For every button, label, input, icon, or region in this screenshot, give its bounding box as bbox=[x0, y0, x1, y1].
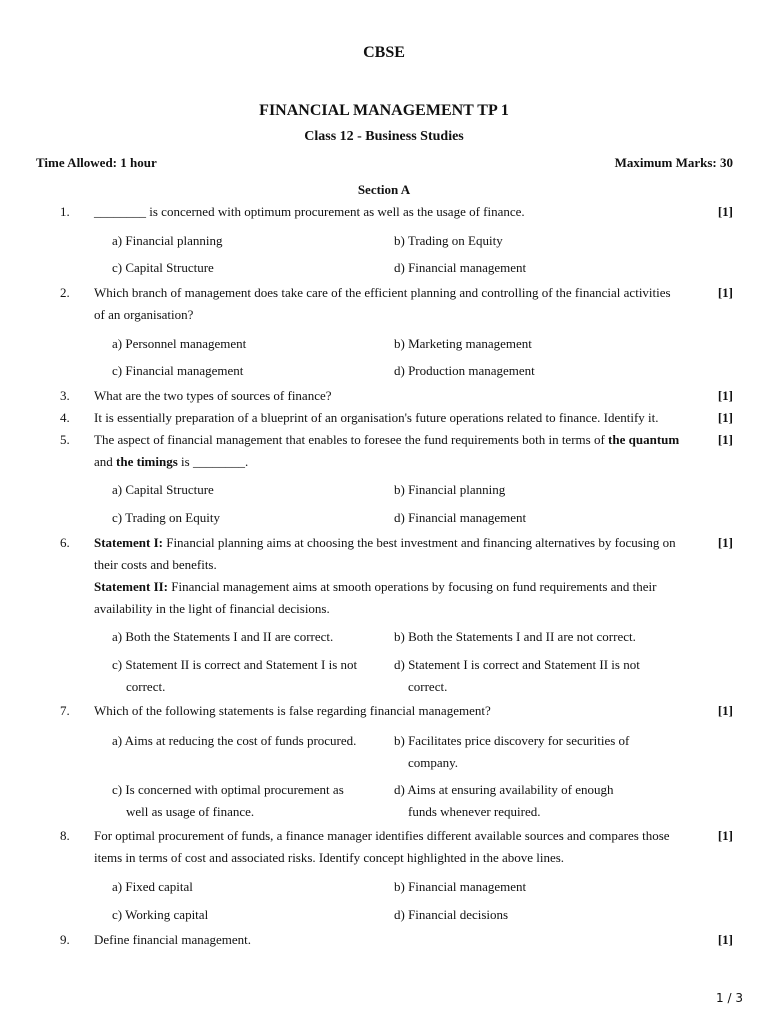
option-b[interactable]: b) Financial planning bbox=[394, 482, 506, 497]
question-text: Define financial management. bbox=[94, 932, 252, 947]
statement-label: Statement II: bbox=[94, 579, 169, 594]
emphasis: the quantum bbox=[608, 432, 680, 447]
question-text: What are the two types of sources of finance? bbox=[94, 388, 332, 403]
option-a[interactable]: a) Capital Structure bbox=[112, 482, 214, 497]
option-c[interactable] bbox=[112, 779, 382, 823]
statement-label: Statement I: bbox=[94, 535, 163, 550]
option-c[interactable]: c) Trading on Equity bbox=[112, 510, 220, 525]
statement-text: Financial management aims at smooth operations by focusing on fund requirements and their bbox=[168, 579, 657, 594]
question-number: 9. bbox=[60, 932, 70, 947]
option-c[interactable]: c) Capital Structure bbox=[112, 260, 214, 275]
option-d[interactable]: d) Financial decisions bbox=[394, 907, 509, 922]
option-text: d) Statement I is correct and Statement II is not bbox=[394, 657, 640, 672]
section-heading: Section A bbox=[357, 182, 411, 197]
option-d[interactable]: d) Financial management bbox=[394, 260, 527, 275]
question-marks: [1] bbox=[717, 703, 733, 718]
question-number: 8. bbox=[60, 828, 70, 843]
question-text: ________ is concerned with optimum procurement as well as the usage of finance. bbox=[94, 204, 525, 219]
option-a[interactable]: a) Both the Statements I and II are correct. bbox=[112, 629, 334, 644]
option-c[interactable]: c) Working capital bbox=[112, 907, 209, 922]
question-text bbox=[94, 532, 706, 620]
option-d[interactable] bbox=[394, 779, 664, 823]
question-number: 6. bbox=[60, 535, 70, 550]
option-text: c) Statement II is correct and Statement I is not bbox=[112, 657, 358, 672]
time-allowed: Time Allowed: 1 hour bbox=[36, 155, 157, 170]
option-text: b) Facilitates price discovery for securities of bbox=[394, 733, 630, 748]
option-c[interactable]: c) Financial management bbox=[112, 363, 244, 378]
question-text bbox=[94, 825, 706, 869]
question-text: Which of the following statements is false regarding financial management? bbox=[94, 703, 491, 718]
emphasis: the timings bbox=[116, 454, 178, 469]
paper-subtitle: Class 12 - Business Studies bbox=[304, 129, 464, 144]
question-marks: [1] bbox=[717, 828, 733, 843]
question-text-part: is ________. bbox=[177, 454, 249, 469]
option-c[interactable] bbox=[112, 654, 382, 698]
question-text-part: The aspect of financial management that enables to foresee the fund requirements both in terms of bbox=[94, 432, 609, 447]
option-b[interactable]: b) Both the Statements I and II are not correct. bbox=[394, 629, 636, 644]
statement-text: their costs and benefits. bbox=[94, 557, 217, 572]
question-number: 4. bbox=[60, 410, 70, 425]
question-marks: [1] bbox=[717, 535, 733, 550]
question-number: 7. bbox=[60, 703, 70, 718]
option-d[interactable]: d) Financial management bbox=[394, 510, 527, 525]
option-d[interactable] bbox=[394, 654, 664, 698]
statement-text: Financial planning aims at choosing the best investment and financing alternatives by focusing on bbox=[162, 535, 676, 550]
option-text: company. bbox=[408, 755, 459, 770]
option-a[interactable]: a) Personnel management bbox=[112, 336, 247, 351]
option-text: c) Is concerned with optimal procurement as bbox=[112, 782, 344, 797]
option-b[interactable]: b) Trading on Equity bbox=[394, 233, 503, 248]
question-number: 3. bbox=[60, 388, 70, 403]
question-text-part: and bbox=[94, 454, 117, 469]
option-text: d) Aims at ensuring availability of enough bbox=[394, 782, 614, 797]
board-name: CBSE bbox=[363, 44, 405, 61]
question-marks: [1] bbox=[717, 432, 733, 447]
question-number: 5. bbox=[60, 432, 70, 447]
option-text: correct. bbox=[126, 679, 166, 694]
question-text bbox=[94, 282, 706, 326]
option-a[interactable]: a) Financial planning bbox=[112, 233, 223, 248]
option-b[interactable] bbox=[394, 730, 664, 774]
option-text: funds whenever required. bbox=[408, 804, 541, 819]
question-marks: [1] bbox=[717, 410, 733, 425]
question-number: 2. bbox=[60, 285, 70, 300]
option-d[interactable]: d) Production management bbox=[394, 363, 535, 378]
question-marks: [1] bbox=[717, 932, 733, 947]
option-a[interactable]: a) Aims at reducing the cost of funds procured. bbox=[112, 733, 357, 748]
question-text-line: Which branch of management does take care of the efficient planning and controlling of the financial activities bbox=[94, 285, 671, 300]
question-marks: [1] bbox=[717, 388, 733, 403]
question-marks: [1] bbox=[717, 204, 733, 219]
option-b[interactable]: b) Financial management bbox=[394, 879, 527, 894]
option-a[interactable]: a) Fixed capital bbox=[112, 879, 193, 894]
page-number: 1 / 3 bbox=[716, 991, 743, 1005]
question-text-line: For optimal procurement of funds, a finance manager identifies different available sources and compares those bbox=[94, 828, 670, 843]
option-text: well as usage of finance. bbox=[126, 804, 255, 819]
option-text: correct. bbox=[408, 679, 448, 694]
question-number: 1. bbox=[60, 204, 70, 219]
question-marks: [1] bbox=[717, 285, 733, 300]
option-b[interactable]: b) Marketing management bbox=[394, 336, 532, 351]
statement-text: availability in the light of financial decisions. bbox=[94, 601, 330, 616]
maximum-marks: Maximum Marks: 30 bbox=[614, 155, 733, 170]
paper-title: FINANCIAL MANAGEMENT TP 1 bbox=[259, 102, 509, 119]
question-text-line: of an organisation? bbox=[94, 307, 194, 322]
question-text-line: items in terms of cost and associated risks. Identify concept highlighted in the above lines. bbox=[94, 850, 565, 865]
question-text: It is essentially preparation of a blueprint of an organisation's future operations related to finance. Identify it. bbox=[94, 410, 659, 425]
question-text bbox=[94, 429, 714, 473]
